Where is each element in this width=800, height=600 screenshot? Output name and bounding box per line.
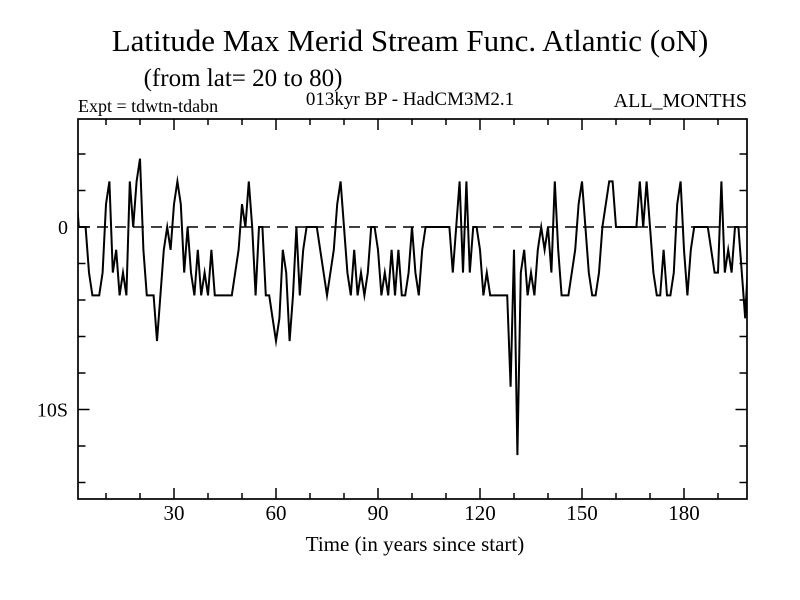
y-tick-label: 10S — [36, 399, 68, 422]
run-label: 013kyr BP - HadCM3M2.1 — [305, 89, 515, 110]
months-label: ALL_MONTHS — [613, 90, 747, 112]
x-axis-title: Time (in years since start) — [305, 532, 525, 556]
x-tick-label: 180 — [668, 501, 700, 525]
x-tick-label: 120 — [464, 501, 496, 525]
x-tick-label: 30 — [163, 501, 185, 525]
experiment-label: Expt = tdwtn-tdabn — [78, 96, 219, 116]
data-series-line — [75, 159, 748, 456]
x-tick-label: 90 — [367, 501, 389, 525]
x-tick-label: 60 — [265, 501, 287, 525]
plot-border — [78, 119, 747, 499]
chart-subtitle: (from lat= 20 to 80) — [143, 65, 343, 92]
y-tick-label: 0 — [58, 217, 68, 239]
chart-title: Latitude Max Merid Stream Func. Atlantic (oN) — [111, 23, 709, 58]
x-tick-label: 150 — [566, 501, 598, 525]
